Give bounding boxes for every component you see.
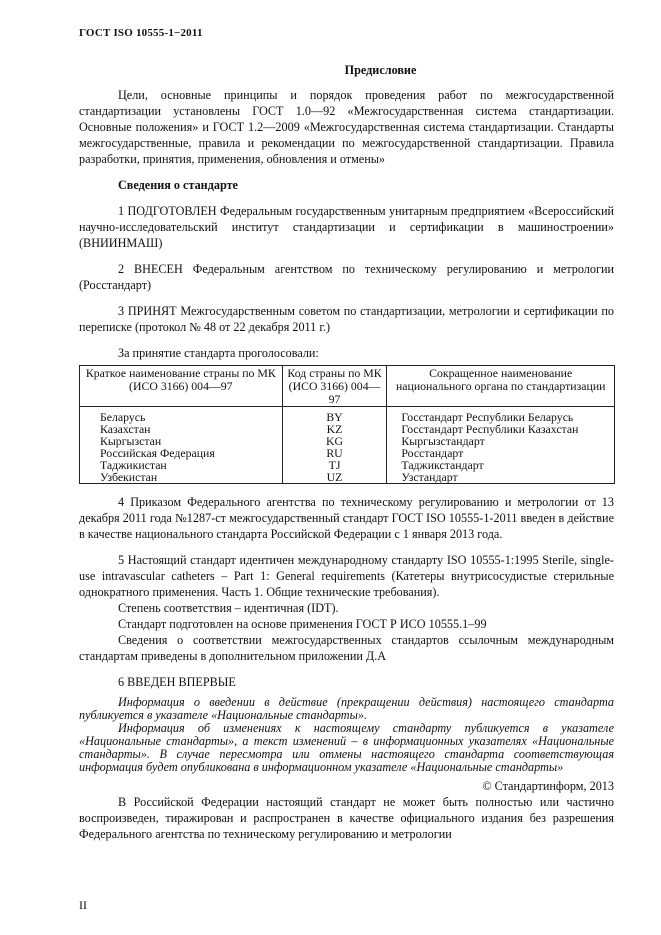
preface-intro: Цели, основные принципы и порядок проведения работ по межгосударственной стандартизации установлены ГОСТ 1.0—92 «Межгосударственная система стандартизации. Основные положения» и ГОСТ 1.2—2009 «Межгосударственная система стандартизации. Стандарты межгосударственные, правила и рекомендации по межгосударственной стандартизации. Правила разработки, принятия, применения, обновления и отмены» xyxy=(79,88,614,166)
code-cell: BY xyxy=(282,407,387,424)
page-content xyxy=(79,62,614,842)
code-cell: RU xyxy=(282,447,387,459)
country-cell: Беларусь xyxy=(80,407,283,424)
code-cell: KG xyxy=(282,435,387,447)
document-header: ГОСТ ISO 10555-1−2011 xyxy=(79,27,203,39)
item-6: 6 ВВЕДЕН ВПЕРВЫЕ xyxy=(118,675,236,689)
copyright: © Стандартинформ, 2013 xyxy=(482,779,614,793)
info-heading: Сведения о стандарте xyxy=(118,178,238,192)
item-1: 1 ПОДГОТОВЛЕН Федеральным государственным унитарным предприятием «Всероссийский научно-исследовательский институт стандартизации и сертификации в машиностроении» (ВНИИНМАШ) xyxy=(79,204,614,250)
body-cell: Кыргызстандарт xyxy=(387,435,615,447)
header-code: Код страны по МК (ИСО 3166) 004—97 xyxy=(282,366,387,407)
notice-introduction: Информация о введении в действие (прекращении действия) настоящего стандарта публикуется в указателе «Национальные стандарты». xyxy=(79,695,614,722)
vote-caption: За принятие стандарта проголосовали: xyxy=(118,346,319,360)
degree-of-conformity: Степень соответствия – идентичная (IDT). xyxy=(118,601,339,615)
body-cell: Госстандарт Республики Беларусь xyxy=(387,407,615,424)
prepared-basis: Стандарт подготовлен на основе применения ГОСТ Р ИСО 10555.1–99 xyxy=(118,617,487,631)
notice-changes: Информация об изменениях к настоящему стандарту публикуется в указателе «Национальные стандарты», а текст изменений – в информационных указателях «Национальные стандарты». В случае пересмотра или отмены настоящего стандарта соответствующая информация будет опубликована в информационном указателе «Национальные стандарты» xyxy=(79,721,614,774)
item-5: 5 Настоящий стандарт идентичен международному стандарту ISO 10555-1:1995 Sterile, single-use intravascular catheters – Part 1: General requirements (Катетеры внутрисосудистые стерильные однократного применения. Часть 1. Общие технические требования). xyxy=(79,553,614,599)
page-number: II xyxy=(79,898,87,912)
item-2: 2 ВНЕСЕН Федеральным агентством по техническому регулированию и метрологии (Росстандарт) xyxy=(79,262,614,292)
body-cell: Таджикстандарт xyxy=(387,459,615,471)
table-row xyxy=(80,459,615,471)
code-cell: UZ xyxy=(282,471,387,484)
body-cell: Госстандарт Республики Казахстан xyxy=(387,423,615,435)
body-cell: Росстандарт xyxy=(387,447,615,459)
item-4: 4 Приказом Федерального агентства по техническому регулированию и метрологии от 13 декабря 2011 года №1287-ст межгосударственный стандарт ГОСТ ISO 10555-1-2011 введен в действие в качестве национального стандарта Российской Федерации с 1 января 2013 года. xyxy=(79,495,614,541)
country-cell: Российская Федерация xyxy=(80,447,283,459)
reproduction-notice: В Российской Федерации настоящий стандарт не может быть полностью или частично воспроизведен, тиражирован и распространен в качестве официального издания без разрешения Федерального агентства по техническому регулированию и метрологии xyxy=(79,795,614,841)
country-cell: Узбекистан xyxy=(80,471,283,484)
country-cell: Таджикистан xyxy=(80,459,283,471)
header-body: Сокращенное наименование национального органа по стандартизации xyxy=(387,366,615,407)
item-3: 3 ПРИНЯТ Межгосударственным советом по стандартизации, метрологии и сертификации по переписке (протокол № 48 от 22 декабря 2011 г.) xyxy=(79,304,614,334)
references-info: Сведения о соответствии межгосударственных стандартов ссылочным международным стандартам приведены в дополнительном приложении Д.А xyxy=(79,633,614,663)
preface-title: Предисловие xyxy=(344,63,417,77)
voting-table xyxy=(79,365,615,484)
code-cell: KZ xyxy=(282,423,387,435)
header-country: Краткое наименование страны по МК (ИСО 3166) 004—97 xyxy=(80,366,283,407)
code-cell: TJ xyxy=(282,459,387,471)
table-row xyxy=(80,407,615,424)
body-cell: Узстандарт xyxy=(387,471,615,484)
table-row xyxy=(80,471,615,484)
country-cell: Кыргызстан xyxy=(80,435,283,447)
country-cell: Казахстан xyxy=(80,423,283,435)
